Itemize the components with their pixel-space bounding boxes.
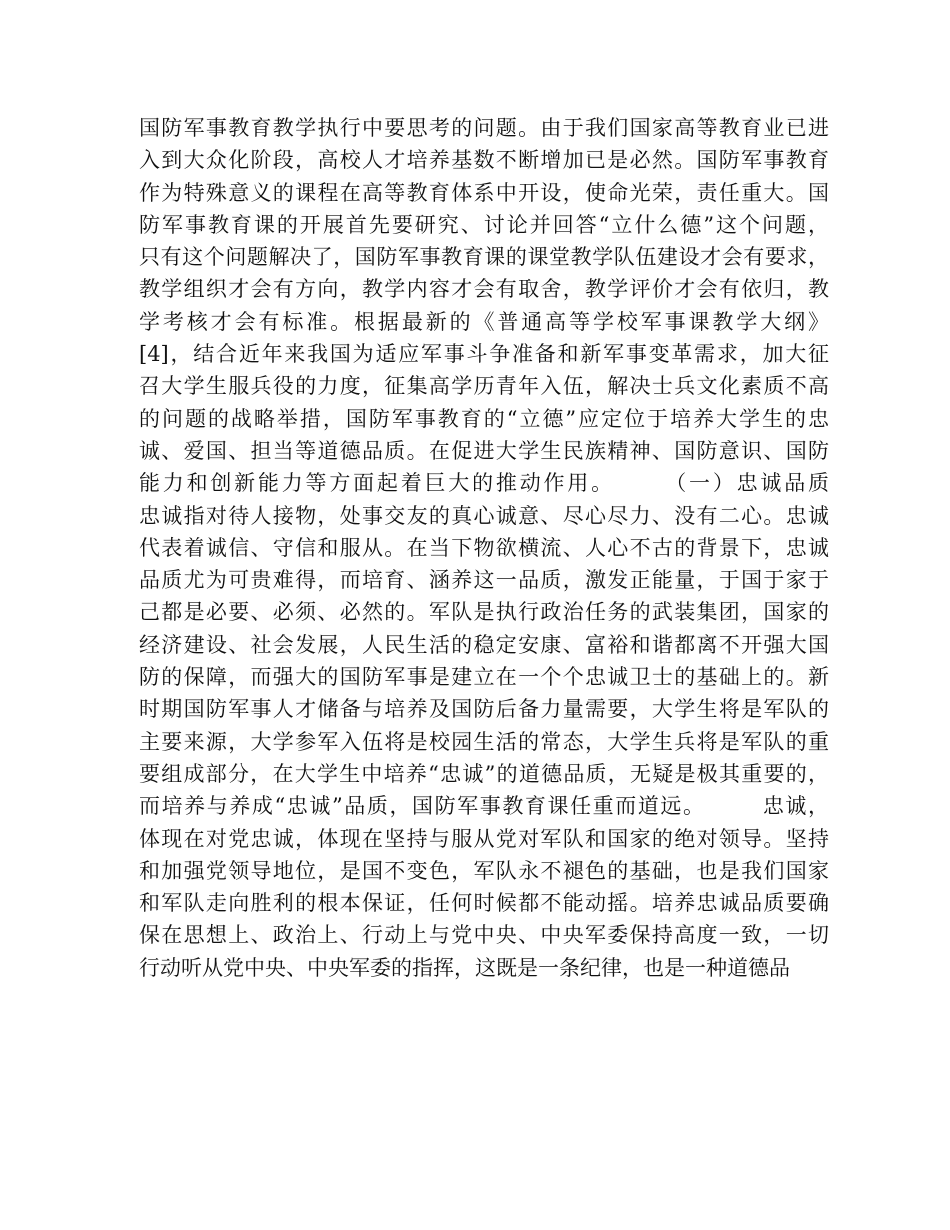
text-line: 主要来源，大学参军入伍将是校园生活的常态，大学生兵将是军队的重 (139, 729, 829, 754)
text-line: 防的保障，而强大的国防军事是建立在一个个忠诚卫士的基础上的。新 (139, 665, 829, 690)
text-line: 的问题的战略举措，国防军事教育的“立德”应定位于培养大学生的忠 (139, 406, 829, 431)
text-line: 能力和创新能力等方面起着巨大的推动作用。 （一）忠诚品质 (139, 471, 829, 496)
text-line: 保在思想上、政治上、行动上与党中央、中央军委保持高度一致，一切 (139, 923, 829, 948)
text-line: [4]，结合近年来我国为适应军事斗争准备和新军事变革需求，加大征 (139, 342, 829, 367)
text-line: 忠诚指对待人接物，处事交友的真心诚意、尽心尽力、没有二心。忠诚 (139, 503, 829, 528)
text-line: 防军事教育课的开展首先要研究、讨论并回答“立什么德”这个问题， (139, 212, 829, 237)
text-line: 国防军事教育教学执行中要思考的问题。由于我们国家高等教育业已进 (139, 116, 829, 140)
text-line: 和军队走向胜利的根本保证，任何时候都不能动摇。培养忠诚品质要确 (139, 891, 829, 916)
text-line: 代表着诚信、守信和服从。在当下物欲横流、人心不古的背景下，忠诚 (139, 535, 829, 560)
text-line: 诚、爱国、担当等道德品质。在促进大学生民族精神、国防意识、国防 (139, 438, 829, 463)
text-line: 要组成部分，在大学生中培养“忠诚”的道德品质，无疑是极其重要的， (139, 761, 829, 786)
text-line: 只有这个问题解决了，国防军事教育课的课堂教学队伍建设才会有要求， (139, 245, 829, 270)
text-line: 行动听从党中央、中央军委的指挥，这既是一条纪律，也是一种道德品 (139, 955, 790, 980)
text-line: 入到大众化阶段，高校人才培养基数不断增加已是必然。国防军事教育 (139, 148, 829, 173)
text-line: 教学组织才会有方向，教学内容才会有取舍，教学评价才会有依归，教 (139, 277, 829, 302)
text-line: 学考核才会有标准。根据最新的《普通高等学校军事课教学大纲》 (139, 309, 829, 334)
text-line: 品质尤为可贵难得，而培育、涵养这一品质，激发正能量，于国于家于 (139, 568, 829, 593)
body-text (139, 112, 829, 984)
text-line: 作为特殊意义的课程在高等教育体系中开设，使命光荣，责任重大。国 (139, 180, 829, 205)
text-line: 时期国防军事人才储备与培养及国防后备力量需要，大学生将是军队的 (139, 697, 829, 722)
text-line: 召大学生服兵役的力度，征集高学历青年入伍，解决士兵文化素质不高 (139, 374, 829, 399)
text-line: 体现在对党忠诚，体现在坚持与服从党对军队和国家的绝对领导。坚持 (139, 826, 829, 851)
text-line: 而培养与养成“忠诚”品质，国防军事教育课任重而道远。 忠诚， (139, 794, 829, 819)
text-line: 己都是必要、必须、必然的。军队是执行政治任务的武装集团，国家的 (139, 600, 829, 625)
text-line: 经济建设、社会发展，人民生活的稳定安康、富裕和谐都离不开强大国 (139, 632, 829, 657)
text-line: 和加强党领导地位，是国不变色，军队永不褪色的基础，也是我们国家 (139, 858, 829, 883)
